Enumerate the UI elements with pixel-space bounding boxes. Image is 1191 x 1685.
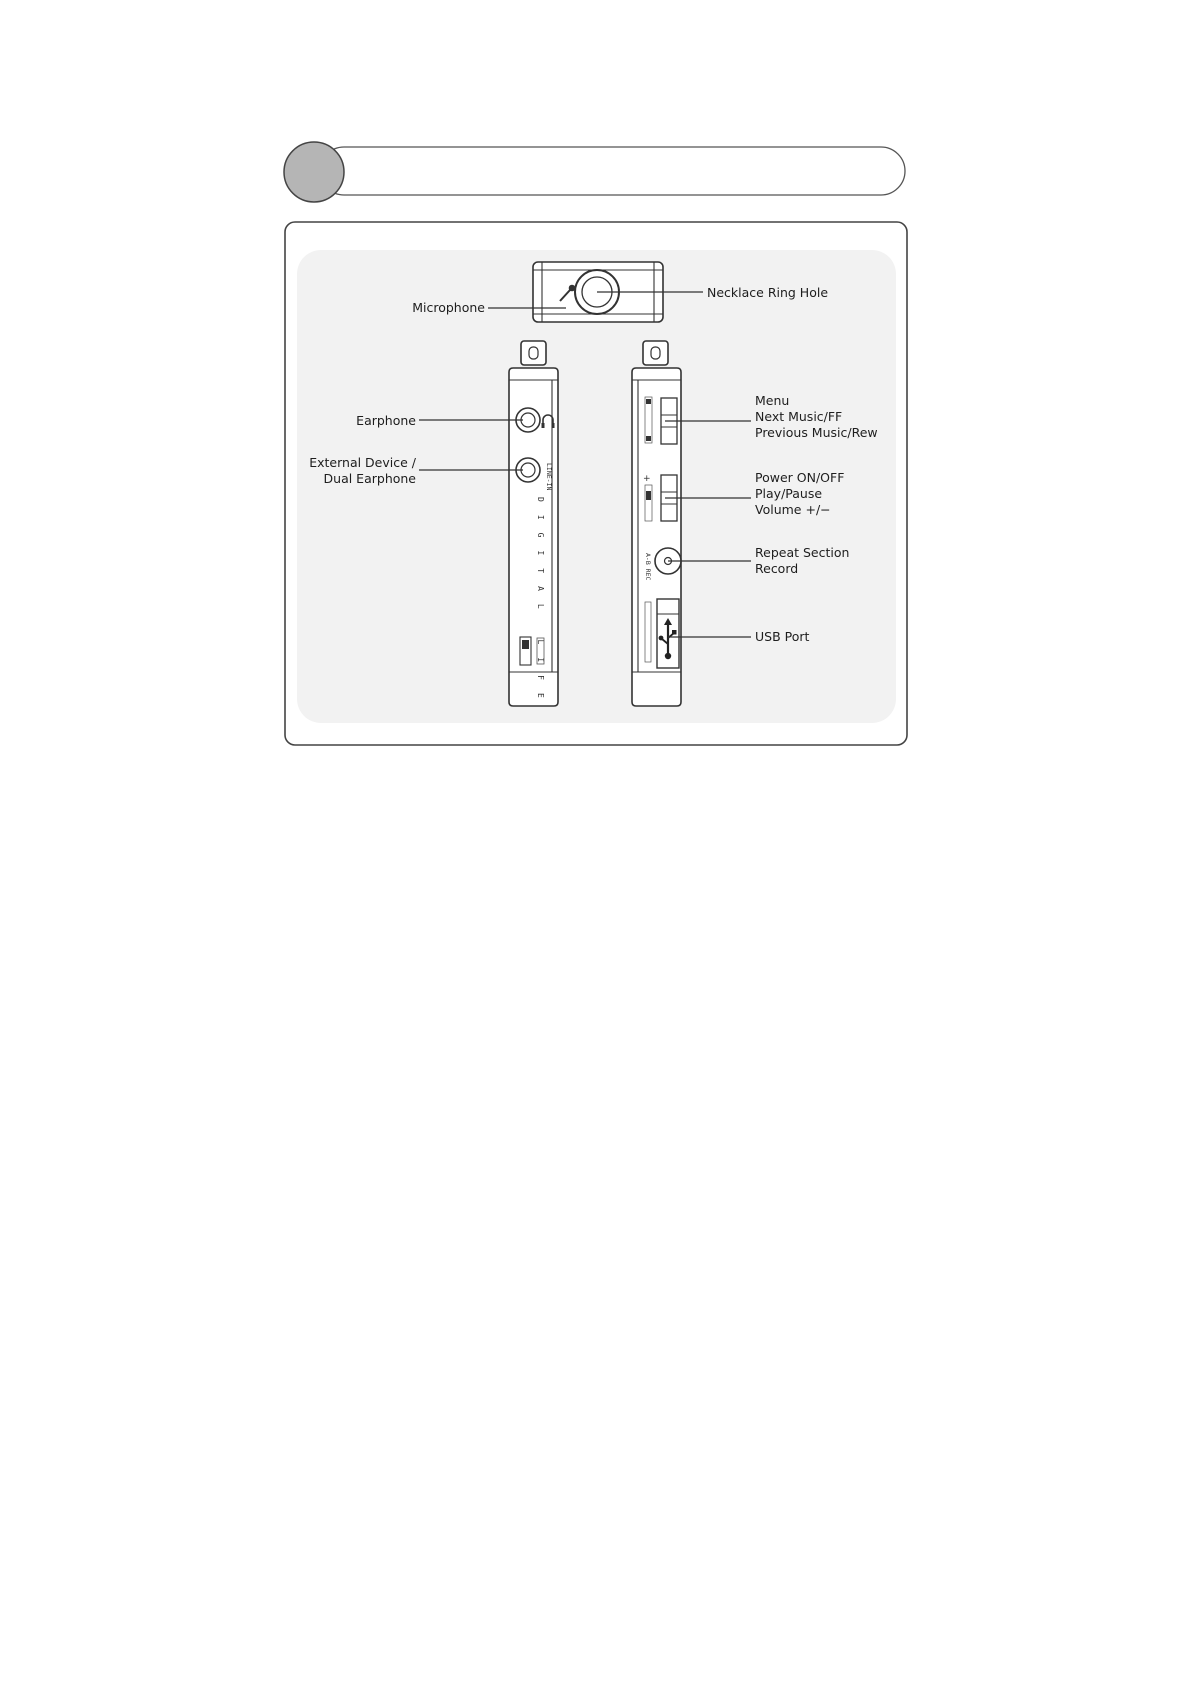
- label-external-device-line2: Dual Earphone: [323, 471, 416, 486]
- label-microphone: Microphone: [412, 300, 485, 315]
- svg-text:+: +: [643, 474, 651, 484]
- label-power-line3: Volume +/−: [755, 502, 831, 517]
- label-necklace-ring-hole: Necklace Ring Hole: [707, 285, 829, 300]
- line-in-label: LINE-IN: [545, 463, 553, 491]
- label-repeat-line2: Record: [755, 561, 799, 576]
- section-header: [284, 142, 905, 202]
- label-external-device-line1: External Device /: [309, 455, 416, 470]
- label-menu-line1: Menu: [755, 393, 790, 408]
- label-menu-line3: Previous Music/Rew: [755, 425, 878, 440]
- device-right-side: [632, 341, 681, 706]
- header-badge: [284, 142, 344, 202]
- label-menu-line2: Next Music/FF: [755, 409, 843, 424]
- label-usb-port: USB Port: [755, 629, 810, 644]
- label-power-line2: Play/Pause: [755, 486, 823, 501]
- label-earphone: Earphone: [356, 413, 416, 428]
- label-repeat-line1: Repeat Section: [755, 545, 850, 560]
- label-power-line1: Power ON/OFF: [755, 470, 845, 485]
- brand-text: DIGITAL LIFE: [536, 497, 545, 711]
- device-left-side: [509, 341, 558, 711]
- header-pill: [320, 147, 905, 195]
- repeat-button-label: A-B REC: [644, 553, 652, 581]
